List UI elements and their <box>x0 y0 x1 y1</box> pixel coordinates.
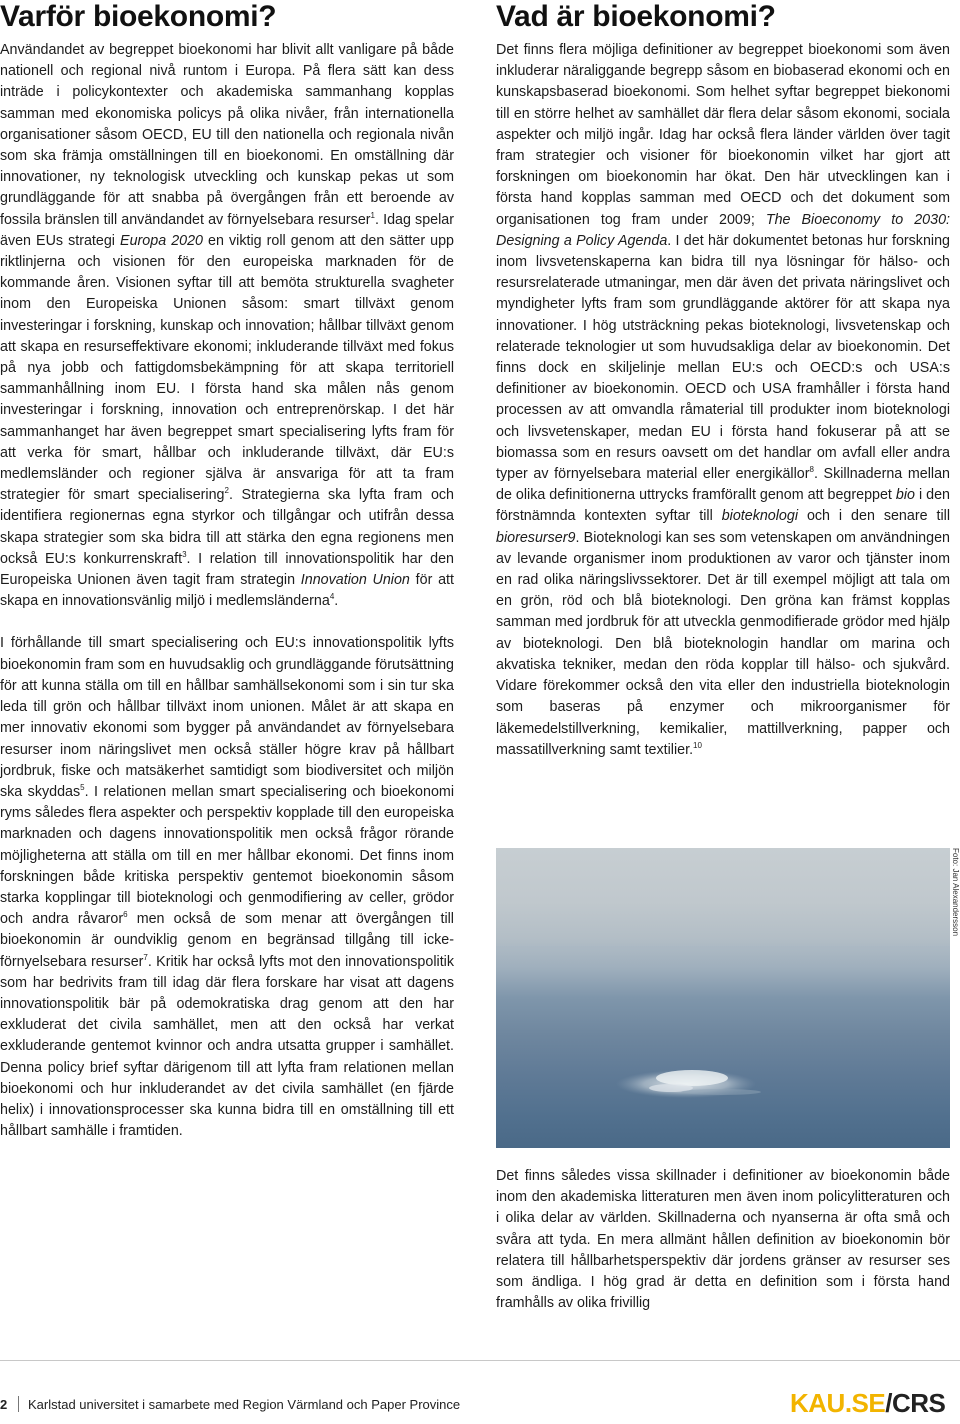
right-column <box>496 0 950 761</box>
italic-text: bioteknologi <box>721 508 798 525</box>
italic-text: Europa 2020 <box>120 232 204 249</box>
footer-text: Karlstad universitet i samarbete med Region Värmland och Paper Province <box>28 1397 461 1412</box>
footnote-ref: 4 <box>329 592 335 602</box>
body-paragraph: I förhållande till smart specialisering och EU:s innovationspolitik lyfts bioekonomin fram som en huvudsaklig och grundläggande förutsättning för att kunna ställa om till en hållbar samhällsekonomi som i sin tur ska leda till grön och hållbar tillväxt inom unionen. Målet är att skapa en mer innovativ ekonomi som bygger på användandet av förnyelsebara resurser inom näringslivet men också ställer högre krav på hållbart jordbruk, fiske och matsäkerhet samtidigt som biodiversitet och miljön ska skyddas$^5$. I relationen mellan smart specialisering och bioekonomi ryms således flera aspekter och perspektiv kopplade till den europeiska marknaden och dagens innovationspolitik men också frågor rörande möjligheterna att ställa om till en mer hållbar ekonomi. Det finns inom forskningen både kritiska perspektiv gentemot bioekonomin såsom starka kopplingar till bioteknologi och genmodifiering av celler, grödor och andra råvaror$^6$ men också de som menar att övergången till bioekonomin är oundviklig genom en begränsad tillgång till icke-förnyelsebara resurser$^7$. Kritik har också lyfts mot den innovationspolitik som har bedrivits fram till idag där flera forskare har visat att dagens innovationspolitik bär på odemokratiska drag genom att den har exkluderat det civila samhället, men att den också har verkat exkluderande gentemot kvinnor och andra utsatta grupper i samhället. Denna policy brief syftar därigenom till att lyfta fram relationen mellan bioekonomi och hur inkluderandet av det civila samhället (en fjärde helix) i innovationsprocesser ska kunna bidra till en omställning till ett hållbart samhälle i framtiden. <box>0 635 454 1140</box>
logo-crs: CRS <box>891 1388 946 1418</box>
wave-splash-illustration <box>496 848 950 1148</box>
footnote-ref: 2 <box>224 486 229 496</box>
italic-text: bioresurser9 <box>496 529 576 546</box>
page-number: 2 <box>0 1397 8 1412</box>
body-paragraph: Användandet av begreppet bioekonomi har blivit allt vanligare på både nationell och regional nivå runtom i Europa. På flera sätt kan dess inträde i policykontexter och akademiska sammanhang kopplas samman med ekonomiska policys på olika nivåer, från internationella organisationer såsom OECD, EU till den nationella och regionala nivån som ska främja omställningen till en bioekonomi. En omställning där innovationer, ny teknologisk utveckling och kunskap pekas ut som grundläggande för att snabba på övergången från ett beroende av fossila bränslen till användandet av förnyelsebara resurser$^1$. Idag spelar även EUs strategi Europa 2020 en viktig roll genom att den sätter upp riktlinjerna och visionen för den europeiska marknaden för de kommande åren. Visionen syftar till att bemöta strukturella svagheter inom den Europeiska Unionen såsom: smart tillväxt genom investeringar i forskning, kunskap och innovation; hållbar tillväxt genom att skapa en resurseffektivare ekonomi; inkluderande tillväxt med fokus på nya jobb och fattigdomsbekämpning för att skapa territoriell sammanhållning inom EU. I första hand ska målen nås genom investeringar i forskning, innovation och entreprenörskap. I det här sammanhanget har även begreppet smart specialisering lyfts fram för att verka för smart, hållbar och inkluderande tillväxt, där EU:s medlemsländer och regioner själva är ansvariga för att ta fram strategier för smart specialisering$^2$. Strategierna ska lyfta fram och identifiera regionernas egna styrkor och tillgångar och utifrån dessa skapa strategier som ska bidra till att stärka den egna regionens men också EU:s konkurrenskraft$^3$. I relation till innovationspolitik har den Europeiska Unionen även tagit fram strategin Innovation Union för att skapa en innovationsvänlig miljö i medlemsländerna$^4$. <box>0 42 455 610</box>
left-column <box>0 0 454 1142</box>
section-title-vad-ar: Vad är bioekonomi? <box>496 0 776 33</box>
sea-photo <box>496 848 950 1148</box>
footnote-ref: 5 <box>80 783 85 793</box>
right-column-continued <box>496 1166 950 1314</box>
body-paragraph: Det finns flera möjliga definitioner av begreppet bioekonomi som även inkluderar näraliggande begrepp såsom en biobaserad ekonomi och en kunskapsbaserad bioekonomi. Som helhet syftar begreppet biekonomi till en större helhet av samhället där flera delar såsom ekonomi, sociala aspekter och miljö ingår. Idag har också flera länder världen över tagit fram strategier och visioner för bioekonomin vilket har gjort att forskningen om bioekonomin har ökat. Den här utvecklingen kan i första hand kopplas samman med OECD och det dokument som organisationen tog fram under 2009; The Bioeconomy to 2030: Designing a Policy Agenda. I det här dokumentet betonas hur forskning inom livsvetenskaperna kan bidra till nya lösningar för hälso- och resursrelaterade utmaningar, men där även det privata näringslivet och myndigheter lyfts fram som grundläggande aktörer för att skapa nya innovationer. I hög utsträckning pekas bioteknologi, livsvetenskap och relaterade teknologier ut som huvudsakliga delar av bioekonomin. Det finns dock en skiljelinje mellan EU:s och OECD:s och USA:s definitioner av bioekonomin. OECD och USA framhåller i första hand processen av att omvandla råmaterial till produkter inom bioteknologi och livsvetenskaper, medan EU i första hand fokuserar på att se biomassa som en resurs oavsett om det handlar om avfall eller andra typer av förnyelsebara material eller energikällor$^8$. Skillnaderna mellan de olika definitionerna uttrycks framförallt genom att begreppet bio i den förstnämnda kontexten syftar till bioteknologi och i den senare till bioresurser9. Bioteknologi kan ses som vetenskapen om användningen av levande organismer inom produktionen av varor och tjänster inom en rad olika näringslivssektorer. Det är till exempel möjligt att tala om en grön, röd och blå bioteknologi. Den gröna kan främst kopplas samman med jordbruk för att utveckla genmodifierade grödor med hjälp av bioteknologi. Den blå bioteknologin handlar om marina och akvatiska tekniker, medan den röda kopplar till hälso- och sjukvård. Vidare förekommer också den vita eller den industriella bioteknologin som baseras på enzymer och mikroorganismer för läkemedelstillverkning, kemikalier, mattillverkning, papper och massatillverkning samt textilier.$^{10}$ <box>496 42 950 758</box>
footnote-ref: 7 <box>143 952 148 962</box>
logo-kau: KAU.SE <box>790 1388 886 1418</box>
photo-credit: Foto: Jan Alexandersson <box>951 848 960 937</box>
italic-text: Innovation Union <box>300 572 410 589</box>
footer-separator <box>18 1396 19 1412</box>
section-title-varfor: Varför bioekonomi? <box>0 0 277 33</box>
logo-slash: / <box>885 1388 892 1418</box>
footnote-ref: 10 <box>693 740 702 750</box>
footnote-ref: 3 <box>182 550 187 560</box>
kau-crs-logo <box>790 1388 945 1418</box>
footnote-ref: 6 <box>123 910 128 920</box>
italic-text: bio <box>895 487 915 504</box>
footnote-ref: 1 <box>370 210 375 220</box>
footnote-ref: 8 <box>809 465 814 475</box>
body-paragraph: Det finns således vissa skillnader i definitioner av bioekonomin både inom den akademiska litteraturen men även inom policylitteraturen och i olika delar av världen. Skillnaderna och nyanserna är ofta små och svåra att tyda. En mera allmänt hållen definition av bioekonomin bör relatera till hållbarhetsperspektiv där jordens gränser av resurser ses som ändliga. I hög grad är detta en definition som i första hand framhålls av olika frivillig <box>496 1168 950 1312</box>
italic-text: The Bioeconomy to 2030: Designing a Policy Agenda <box>496 211 950 249</box>
footer-divider <box>0 1360 960 1361</box>
